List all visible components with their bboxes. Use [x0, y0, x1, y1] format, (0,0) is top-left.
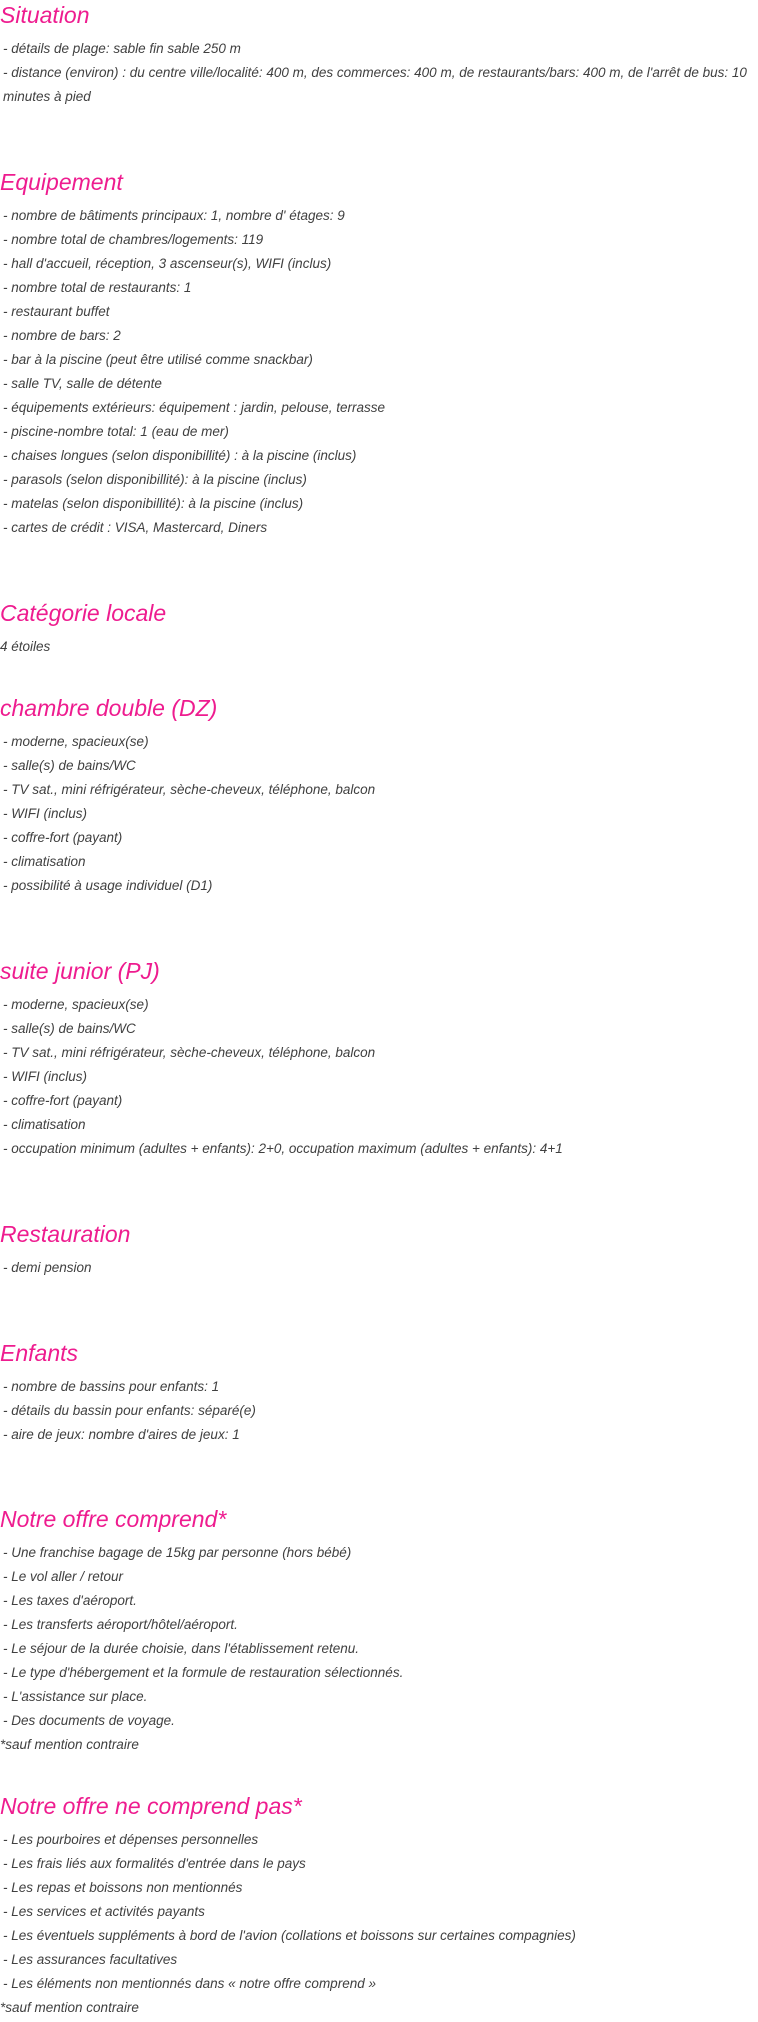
list-item: - climatisation	[3, 1117, 86, 1132]
list-item: - hall d'accueil, réception, 3 ascenseur(s), WIFI (inclus)	[3, 256, 332, 271]
section-body	[0, 993, 758, 1161]
list-item: - possibilité à usage individuel (D1)	[3, 878, 213, 893]
list-item: - parasols (selon disponibillité): à la piscine (inclus)	[3, 472, 307, 487]
list-item: - nombre de bassins pour enfants: 1	[3, 1379, 220, 1394]
list-item: - salle(s) de bains/WC	[3, 1021, 136, 1036]
list-item: - nombre de bars: 2	[3, 328, 121, 343]
list-item: - L'assistance sur place.	[3, 1689, 148, 1704]
list-item: - coffre-fort (payant)	[3, 830, 123, 845]
list-item: - Le séjour de la durée choisie, dans l'établissement retenu.	[3, 1641, 360, 1656]
list-item: - moderne, spacieux(se)	[3, 997, 149, 1012]
list-item: - moderne, spacieux(se)	[3, 734, 149, 749]
list-item: - Les services et activités payants	[3, 1904, 205, 1919]
list-item: - Les frais liés aux formalités d'entrée dans le pays	[3, 1856, 306, 1871]
list-item: - Les transferts aéroport/hôtel/aéroport.	[3, 1617, 238, 1632]
list-item: - Le vol aller / retour	[3, 1569, 124, 1584]
section-title: Catégorie locale	[0, 600, 167, 626]
section-offre-comprend	[0, 1504, 758, 1757]
list-item: - détails du bassin pour enfants: séparé(e)	[3, 1403, 256, 1418]
section-body	[0, 204, 758, 540]
section-restauration	[0, 1219, 758, 1280]
list-item: - cartes de crédit : VISA, Mastercard, Diners	[3, 520, 268, 535]
list-item: - occupation minimum (adultes + enfants): 2+0, occupation maximum (adultes + enfants): 4+1	[3, 1141, 563, 1156]
section-enfants	[0, 1338, 758, 1447]
list-item: - coffre-fort (payant)	[3, 1093, 123, 1108]
list-item: - piscine-nombre total: 1 (eau de mer)	[3, 424, 229, 439]
section-situation	[0, 0, 758, 109]
section-equipement	[0, 167, 758, 540]
section-body	[0, 730, 758, 898]
section-body	[0, 37, 758, 109]
section-title: suite junior (PJ)	[0, 958, 160, 984]
list-item: - détails de plage: sable fin sable 250 m	[3, 41, 241, 56]
section-body	[0, 1256, 758, 1280]
list-item: - Les éventuels suppléments à bord de l'avion (collations et boissons sur certaines compagnies)	[3, 1928, 576, 1943]
section-title: chambre double (DZ)	[0, 695, 218, 721]
section-body	[0, 1828, 758, 2020]
list-item: - matelas (selon disponibillité): à la piscine (inclus)	[3, 496, 304, 511]
list-item: - WIFI (inclus)	[3, 806, 87, 821]
list-item: - Les pourboires et dépenses personnelles	[3, 1832, 259, 1847]
section-chambre-double	[0, 693, 758, 898]
section-title: Enfants	[0, 1340, 78, 1366]
section-title: Notre offre comprend*	[0, 1506, 227, 1532]
list-item: - chaises longues (selon disponibillité) : à la piscine (inclus)	[3, 448, 357, 463]
section-title: Situation	[0, 2, 90, 28]
list-item: - distance (environ) : du centre ville/localité: 400 m, des commerces: 400 m, de restaurants/bars: 400 m, de l'arrêt de bus: 10 minutes à pied	[3, 65, 747, 104]
section-offre-ne-comprend-pas	[0, 1791, 758, 2020]
section-title: Restauration	[0, 1221, 131, 1247]
list-item: - salle TV, salle de détente	[3, 376, 162, 391]
list-item: - Les taxes d'aéroport.	[3, 1593, 137, 1608]
section-body	[0, 635, 758, 659]
list-item: - Le type d'hébergement et la formule de restauration sélectionnés.	[3, 1665, 404, 1680]
footnote: *sauf mention contraire	[0, 1737, 139, 1752]
list-item: - TV sat., mini réfrigérateur, sèche-cheveux, téléphone, balcon	[3, 1045, 376, 1060]
list-item: - climatisation	[3, 854, 86, 869]
section-body	[0, 1375, 758, 1447]
category-value: 4 étoiles	[0, 639, 51, 654]
list-item: - bar à la piscine (peut être utilisé comme snackbar)	[3, 352, 313, 367]
list-item: - aire de jeux: nombre d'aires de jeux: 1	[3, 1427, 240, 1442]
list-item: - nombre total de restaurants: 1	[3, 280, 192, 295]
list-item: - Les éléments non mentionnés dans « notre offre comprend »	[3, 1976, 376, 1991]
section-categorie-locale	[0, 598, 758, 659]
section-title: Equipement	[0, 169, 123, 195]
list-item: - nombre total de chambres/logements: 119	[3, 232, 264, 247]
list-item: - restaurant buffet	[3, 304, 110, 319]
list-item: - Une franchise bagage de 15kg par personne (hors bébé)	[3, 1545, 352, 1560]
list-item: - équipements extérieurs: équipement : jardin, pelouse, terrasse	[3, 400, 385, 415]
list-item: - Les repas et boissons non mentionnés	[3, 1880, 243, 1895]
list-item: - demi pension	[3, 1260, 92, 1275]
list-item: - salle(s) de bains/WC	[3, 758, 136, 773]
section-title: Notre offre ne comprend pas*	[0, 1793, 302, 1819]
list-item: - WIFI (inclus)	[3, 1069, 87, 1084]
list-item: - nombre de bâtiments principaux: 1, nombre d' étages: 9	[3, 208, 345, 223]
footnote: *sauf mention contraire	[0, 2000, 139, 2015]
section-body	[0, 1541, 758, 1757]
list-item: - TV sat., mini réfrigérateur, sèche-cheveux, téléphone, balcon	[3, 782, 376, 797]
list-item: - Les assurances facultatives	[3, 1952, 178, 1967]
section-suite-junior	[0, 956, 758, 1161]
list-item: - Des documents de voyage.	[3, 1713, 175, 1728]
